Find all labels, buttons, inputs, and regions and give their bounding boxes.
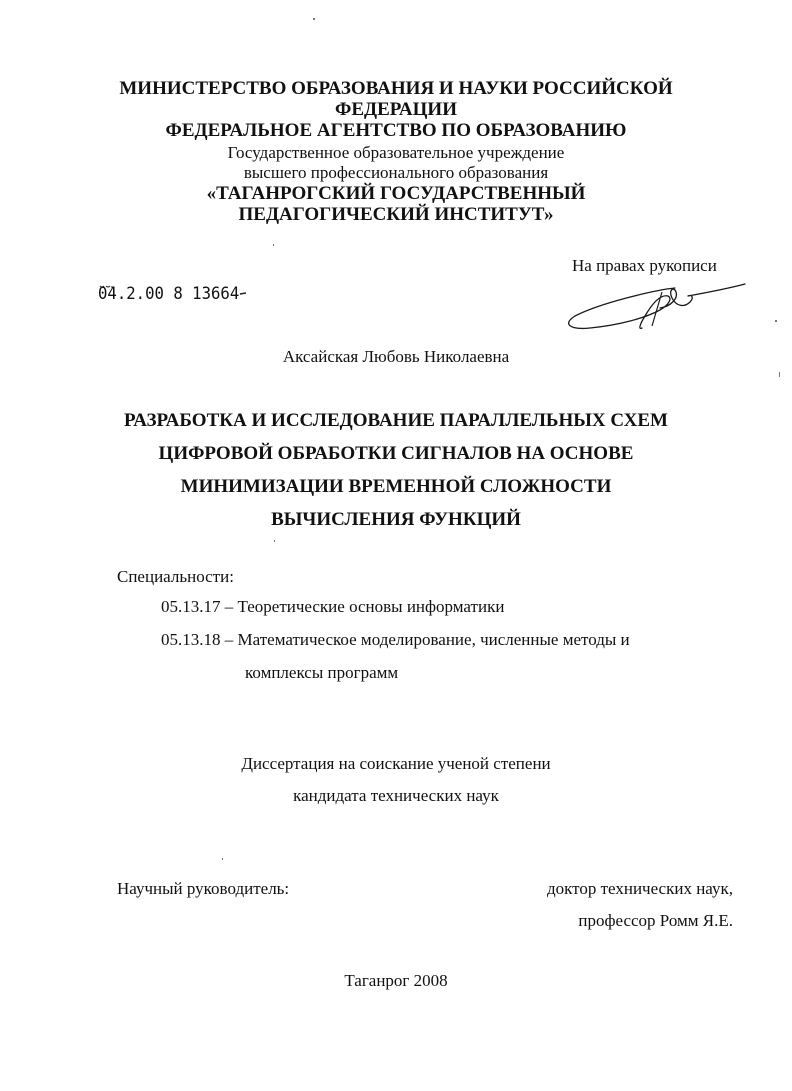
title-line-3: МИНИМИЗАЦИИ ВРЕМЕННОЙ СЛОЖНОСТИ xyxy=(180,476,612,497)
institute-name-line1: «ТАГАНРОГСКИЙ ГОСУДАРСТВЕННЫЙ xyxy=(206,183,586,204)
scan-speck xyxy=(779,372,780,377)
title-line-2: ЦИФРОВОЙ ОБРАБОТКИ СИГНАЛОВ НА ОСНОВЕ xyxy=(158,443,634,464)
rights-note: На правах рукописи xyxy=(572,256,717,275)
stamp-tick xyxy=(239,283,247,287)
scan-speck xyxy=(273,244,274,246)
supervisor-title: доктор технических наук, xyxy=(546,879,733,898)
specialties-label: Специальности: xyxy=(117,567,234,586)
scan-speck xyxy=(222,858,223,860)
city-year: Таганрог 2008 xyxy=(344,971,448,990)
degree-line-2: кандидата технических наук xyxy=(293,786,499,805)
scan-speck xyxy=(775,320,777,322)
stamp-marks xyxy=(99,276,115,280)
education-level-line: высшего профессионального образования xyxy=(243,163,549,182)
archive-stamp: 04.2.00 8 13664 xyxy=(98,284,240,304)
title-line-4: ВЫЧИСЛЕНИЯ ФУНКЦИЙ xyxy=(271,509,521,530)
scan-speck xyxy=(313,18,315,20)
degree-line-1: Диссертация на соискание ученой степени xyxy=(241,754,551,773)
agency-line: ФЕДЕРАЛЬНОЕ АГЕНТСТВО ПО ОБРАЗОВАНИЮ xyxy=(165,120,627,141)
specialty-item-1: 05.13.17 – Теоретические основы информатики xyxy=(161,597,505,616)
specialty-item-2-continued: комплексы программ xyxy=(245,663,399,682)
supervisor-name: профессор Ромм Я.Е. xyxy=(578,911,733,930)
author-name: Аксайская Любовь Николаевна xyxy=(282,347,510,366)
ministry-line: МИНИСТЕРСТВО ОБРАЗОВАНИЯ И НАУКИ РОССИЙСКОЙ xyxy=(119,78,673,99)
title-line-1: РАЗРАБОТКА И ИССЛЕДОВАНИЕ ПАРАЛЛЕЛЬНЫХ СХЕМ xyxy=(124,410,668,431)
supervisor-label: Научный руководитель: xyxy=(117,879,290,898)
specialty-item-2: 05.13.18 – Математическое моделирование, численные методы и xyxy=(161,630,630,649)
scan-speck xyxy=(274,540,275,542)
institution-type-line: Государственное образовательное учреждение xyxy=(227,143,565,162)
federation-line: ФЕДЕРАЦИИ xyxy=(335,99,457,120)
institute-name-line2: ПЕДАГОГИЧЕСКИЙ ИНСТИТУТ» xyxy=(238,204,554,225)
signature xyxy=(560,278,750,338)
